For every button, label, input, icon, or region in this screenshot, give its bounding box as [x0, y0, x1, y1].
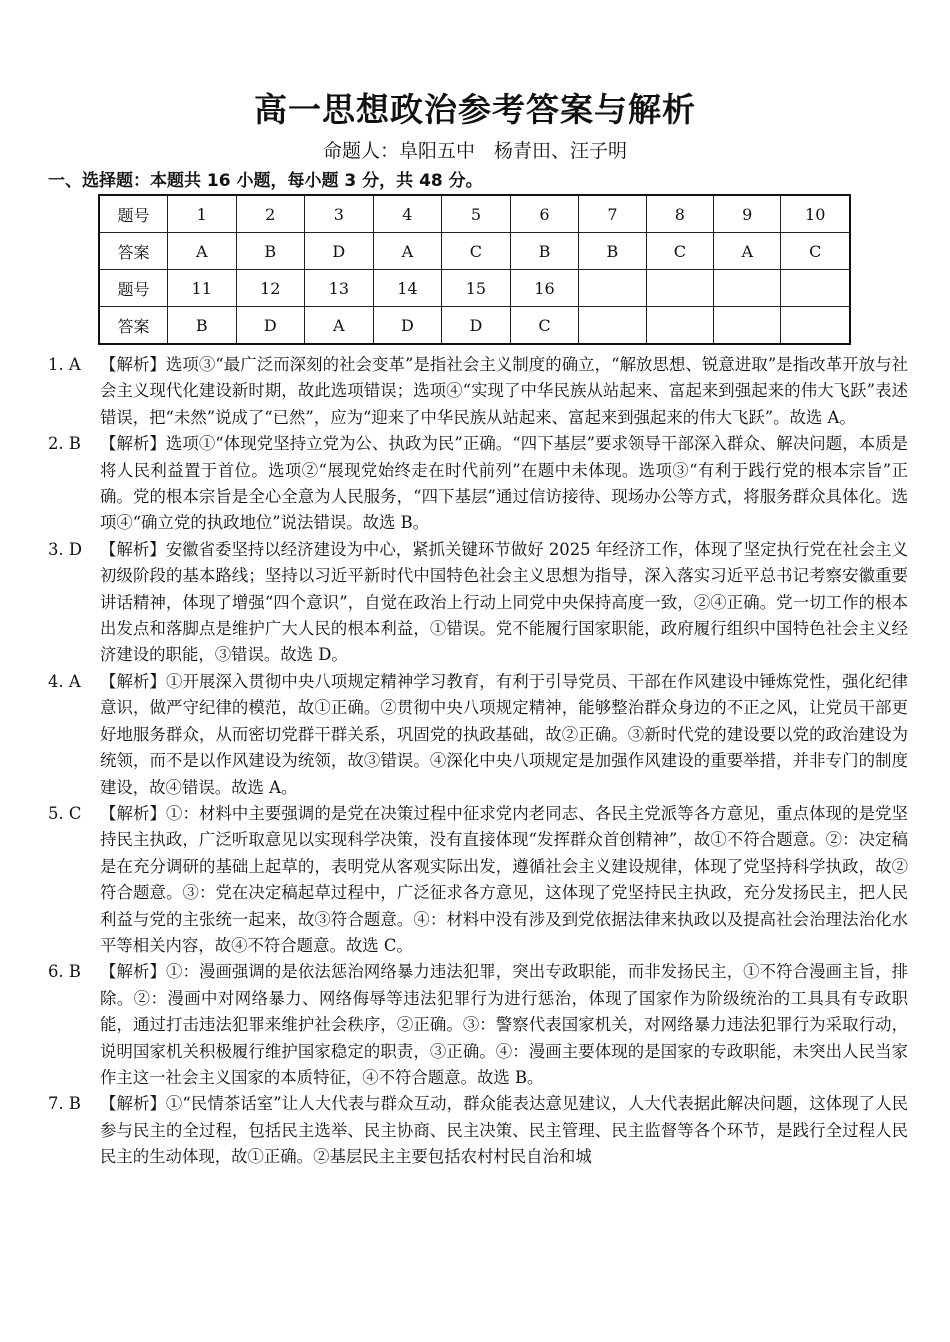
table-cell: 15: [442, 270, 511, 307]
question-answer-label: 4. A: [48, 671, 81, 691]
table-cell: [646, 307, 713, 345]
table-cell: D: [236, 307, 305, 345]
explanations-list: [48, 352, 908, 1171]
explanation-text: 【解析】①：材料中主要强调的是党在决策过程中征求党内老同志、各民主党派等各方意见，重点体现的是党坚持民主执政，广泛听取意见以实现科学决策，没有直接体现“发挥群众首创精神”，故①不符合题意。②：决定稿是在充分调研的基础上起草的，表明党从客观实际出发，遵循社会主义建设规律，体现了党坚持科学执政，故②符合题意。③：党在决定稿起草过程中，广泛征求各方意见，这体现了党坚持民主执政，充分发扬民主，把人民利益与党的主张统一起来，故③符合题意。④：材料中没有涉及到党依据法律来执政以及提高社会治理法治化水平等相关内容，故④不符合题意。故选 C。: [100, 803, 908, 955]
explanation-text: 【解析】①开展深入贯彻中央八项规定精神学习教育，有利于引导党员、干部在作风建设中锤炼党性，强化纪律意识，做严守纪律的模范，故①正确。②贯彻中央八项规定精神，能够整治群众身边的不正之风，让党员干部更好地服务群众，从而密切党群干群关系，巩固党的执政基础，故②正确。③新时代党的建设要以党的政治建设为统领，而不是以作风建设为统领，故③错误。④深化中央八项规定是加强作风建设的重要举措，并非专门的制度建设，故④错误。故选 A。: [100, 671, 908, 797]
table-row-header: 答案: [99, 307, 167, 345]
table-row: [99, 233, 850, 270]
authors-line: 命题人：阜阳五中 杨青田、汪子明: [322, 140, 627, 162]
table-cell: A: [305, 307, 374, 345]
table-cell: 8: [646, 195, 713, 233]
explanation-item: [48, 801, 908, 959]
table-cell: 16: [510, 270, 579, 307]
table-cell: 11: [167, 270, 236, 307]
table-row: [99, 307, 850, 345]
explanation-text: 【解析】选项③“最广泛而深刻的社会变革”是指社会主义制度的确立，“解放思想、锐意进取”是指改革开放与社会主义现代化建设新时期，故此选项错误；选项④“实现了中华民族从站起来、富起来到强起来的伟大飞跃”表述错误，把“未然”说成了“已然”，应为“迎来了中华民族从站起来、富起来到强起来的伟大飞跃”。故选 A。: [100, 355, 908, 427]
table-cell: [714, 270, 781, 307]
table-cell: B: [510, 233, 579, 270]
table-cell: B: [167, 307, 236, 345]
explanation-text: 【解析】安徽省委坚持以经济建设为中心，紧抓关键环节做好 2025 年经济工作，体现了坚定执行党在社会主义初级阶段的基本路线；坚持以习近平新时代中国特色社会主义思想为指导，深入落实习近平总书记考察安徽重要讲话精神，体现了增强“四个意识”，自觉在政治上行动上同党中央保持高度一致，②④正确。党一切工作的根本出发点和落脚点是维护广大人民的根本利益，①错误。党不能履行国家职能，政府履行组织中国特色社会主义经济建设的职能，③错误。故选 D。: [100, 539, 908, 665]
table-cell: 7: [579, 195, 646, 233]
table-cell: D: [305, 233, 374, 270]
table-cell: D: [442, 307, 511, 345]
explanation-item: [48, 669, 908, 801]
table-row-header: 题号: [99, 195, 167, 233]
table-row: [99, 270, 850, 307]
explanation-item: [48, 537, 908, 669]
table-cell: 12: [236, 270, 305, 307]
explanation-item: [48, 352, 908, 431]
table-cell: C: [442, 233, 511, 270]
table-cell: 10: [781, 195, 850, 233]
explanation-text: 【解析】①：漫画强调的是依法惩治网络暴力违法犯罪，突出专政职能，而非发扬民主，①不符合漫画主旨，排除。②：漫画中对网络暴力、网络侮辱等违法犯罪行为进行惩治，体现了国家作为阶级统治的工具具有专政职能，通过打击违法犯罪来维护社会秩序，②正确。③：警察代表国家机关，对网络暴力违法犯罪行为采取行动，说明国家机关积极履行维护国家稳定的职责，③正确。④：漫画主要体现的是国家的专政职能，未突出人民当家作主这一社会主义国家的本质特征，④不符合题意。故选 B。: [100, 962, 908, 1087]
table-cell: D: [373, 307, 442, 345]
question-answer-label: 6. B: [48, 962, 81, 982]
explanation-item: [48, 431, 908, 537]
explanation-text: 【解析】选项①“体现党坚持立党为公、执政为民”正确。“四下基层”要求领导干部深入群众、解决问题，本质是将人民利益置于首位。选项②“展现党始终走在时代前列”在题中未体现。选项③“有利于践行党的根本宗旨”正确。党的根本宗旨是全心全意为人民服务，“四下基层”通过信访接待、现场办公等方式，将服务群众具体化。选项④“确立党的执政地位”说法错误。故选 B。: [100, 434, 908, 533]
answer-table: [98, 194, 851, 345]
table-cell: A: [167, 233, 236, 270]
question-answer-label: 7. B: [48, 1094, 81, 1114]
table-cell: 1: [167, 195, 236, 233]
table-row-header: 题号: [99, 270, 167, 307]
table-cell: [646, 270, 713, 307]
table-cell: 14: [373, 270, 442, 307]
table-cell: 13: [305, 270, 374, 307]
table-cell: 4: [373, 195, 442, 233]
table-cell: B: [236, 233, 305, 270]
table-cell: 5: [442, 195, 511, 233]
question-answer-label: 1. A: [48, 355, 81, 374]
table-cell: A: [714, 233, 781, 270]
table-row: [99, 195, 850, 233]
table-cell: 3: [305, 195, 374, 233]
section-heading: 一、选择题：本题共 16 小题，每小题 3 分，共 48 分。: [48, 171, 483, 191]
table-cell: C: [781, 233, 850, 270]
table-cell: [781, 307, 850, 345]
table-cell: [579, 270, 646, 307]
question-answer-label: 2. B: [48, 434, 81, 454]
table-cell: B: [579, 233, 646, 270]
explanation-text: 【解析】①“民情茶话室”让人大代表与群众互动，群众能表达意见建议，人大代表据此解决问题，这体现了人民参与民主的全过程，包括民主选举、民主协商、民主决策、民主管理、民主监督等各个环节，是践行全过程人民民主的生动体现，故①正确。②基层民主主要包括农村村民自治和城: [100, 1094, 908, 1167]
table-cell: 6: [510, 195, 579, 233]
explanation-item: [48, 1091, 908, 1170]
table-cell: 2: [236, 195, 305, 233]
table-cell: C: [510, 307, 579, 345]
table-row-header: 答案: [99, 233, 167, 270]
table-cell: [781, 270, 850, 307]
question-answer-label: 5. C: [48, 803, 82, 823]
page-title: 高一思想政治参考答案与解析: [254, 90, 696, 129]
explanation-item: [48, 959, 908, 1091]
table-cell: [714, 307, 781, 345]
question-answer-label: 3. D: [48, 539, 82, 559]
table-cell: 9: [714, 195, 781, 233]
table-cell: A: [373, 233, 442, 270]
table-cell: C: [646, 233, 713, 270]
table-cell: [579, 307, 646, 345]
